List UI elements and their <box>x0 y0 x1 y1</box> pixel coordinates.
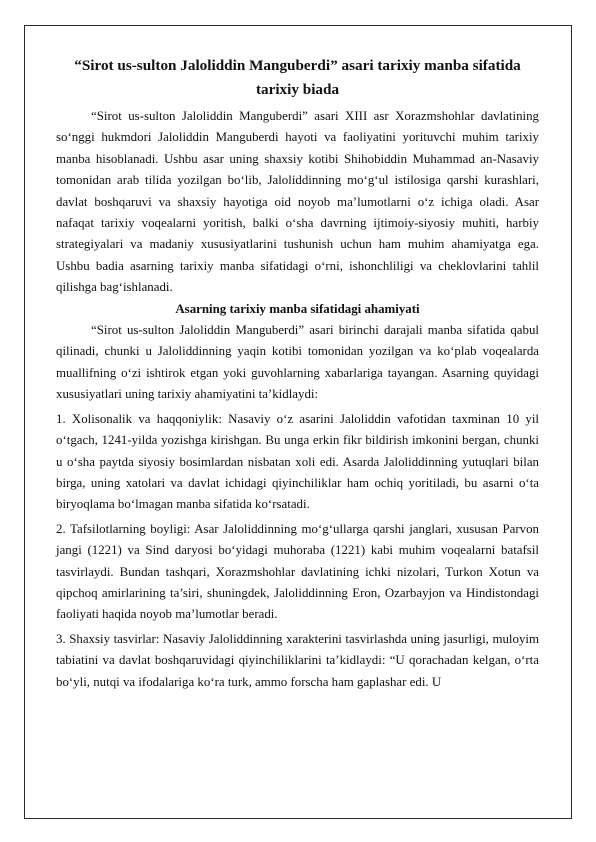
list-item: 2. Tafsilotlarning boyligi: Asar Jaloliddinning mo‘g‘ullarga qarshi janglari, xususan Parvon jangi (1221) va Sind daryosi bo‘yidagi muhoraba (1221) kabi muhim voqealarni batafsil tasvirlaydi. Bundan tashqari, Xorazmshohlar davlatining ichki nizolari, Turkon Xotun va qipchoq amirlarining ta’siri, shuningdek, Jaloliddinning Eron, Ozarbayjon va Hindistondagi faoliyati haqida noyob ma’lumotlar beradi. <box>56 521 539 622</box>
section-heading: Asarning tarixiy manba sifatidagi ahamiyati <box>175 301 420 316</box>
document-body <box>56 54 539 693</box>
section-intro-paragraph: “Sirot us-sulton Jaloliddin Manguberdi” asari birinchi darajali manba sifatida qabul qilinadi, chunki u Jaloliddinning yaqin kotibi tomonidan yozilgan va ko‘plab voqealarda muallifning o‘zi ishtirok etgan yoki guvohlarning xabarlariga tayangan. Asarning quyidagi xususiyatlari uning tarixiy ahamiyatini ta’kidlaydi: <box>56 323 539 402</box>
intro-paragraph: “Sirot us-sulton Jaloliddin Manguberdi” asari XIII asr Xorazmshohlar davlatining so‘nggi hukmdori Jaloliddin Manguberdi hayoti va faoliyatini yorituvchi muhim tarixiy manba hisoblanadi. Ushbu asar uning shaxsiy kotibi Shihobiddin Muhammad an-Nasaviy tomonidan arab tilida yozilgan bo‘lib, Jaloliddinning mo‘g‘ul istilosiga qarshi kurashlari, davlat boshqaruvi va shaxsiy hayotiga oid noyob ma’lumotlarni o‘z ichiga oladi. Asar nafaqat tarixiy voqealarni yoritish, balki o‘sha davrning ijtimoiy-siyosiy muhiti, harbiy strategiyalari va madaniy xususiyatlarini tushunish uchun ham muhim ahamiyatga ega. Ushbu badia asarning tarixiy manba sifatidagi o‘rni, ishonchliligi va cheklovlarini tahlil qilishga bag‘ishlanadi. <box>56 109 539 295</box>
list-item: 1. Xolisonalik va haqqoniylik: Nasaviy o‘z asarini Jaloliddin vafotidan taxminan 10 yil o‘tgach, 1241-yilda yozishga kirishgan. Bu unga erkin fikr bildirish imkonini bergan, chunki u o‘sha paytda siyosiy bosimlardan nisbatan xoli edi. Asarda Jaloliddinning yutuqlari bilan birga, uning xatolari va davlat ichidagi qiyinchiliklar ham ochiq yoritiladi, bu asarni o‘ta biryoqlama bo‘lmagan manba sifatida ko‘rsatadi. <box>56 411 539 512</box>
document-title: “Sirot us-sulton Jaloliddin Manguberdi” asari tarixiy manba sifatida tarixiy biada <box>74 57 521 98</box>
list-item: 3. Shaxsiy tasvirlar: Nasaviy Jaloliddinning xarakterini tasvirlashda uning jasurligi, muloyim tabiatini va davlat boshqaruvidagi qiyinchiliklarini ta’kidlaydi: “U qorachadan kelgan, o‘rta bo‘yli, nutqi va ifodalariga ko‘ra turk, ammo forscha ham gaplashar edi. U <box>56 631 539 689</box>
